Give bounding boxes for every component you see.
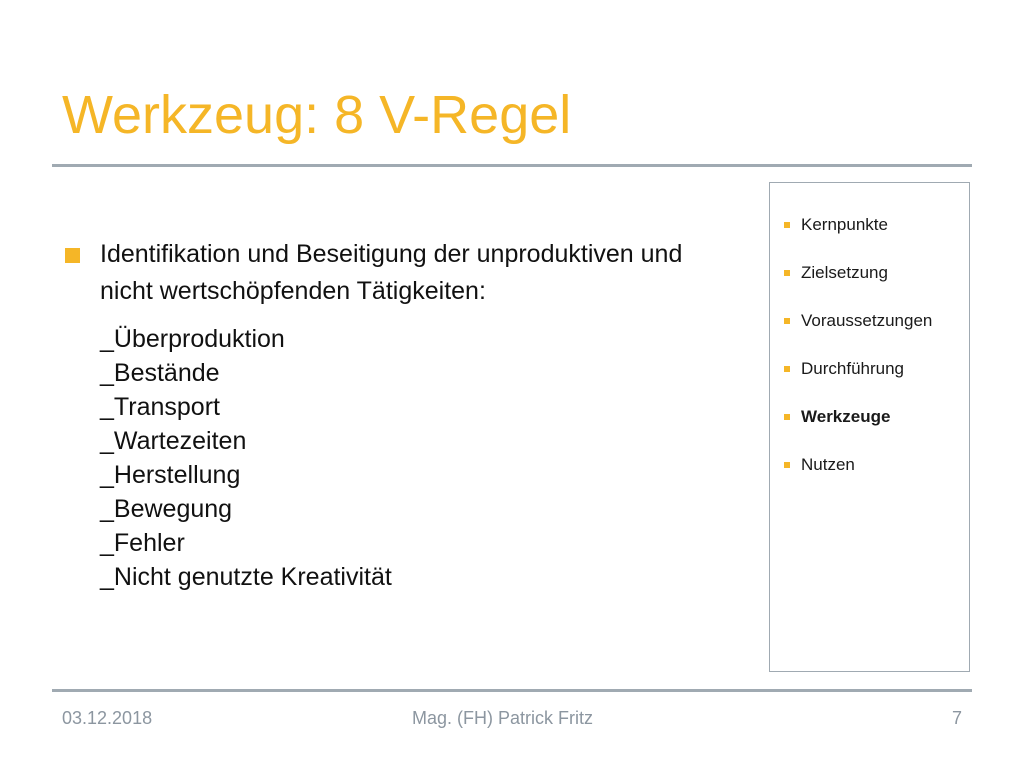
footer-author: Mag. (FH) Patrick Fritz — [412, 708, 594, 728]
list-item: _Wartezeiten — [100, 427, 247, 455]
footer-date: 03.12.2018 — [62, 708, 153, 728]
title-divider — [52, 164, 972, 167]
sidebar-item-voraussetzungen[interactable] — [784, 309, 932, 333]
list-item: _Herstellung — [100, 461, 241, 489]
sidebar-item-zielsetzung[interactable] — [784, 261, 932, 285]
square-bullet-icon — [784, 222, 790, 228]
list-item: _Nicht genutzte Kreativität — [100, 563, 392, 591]
sidebar-item-durchfuehrung[interactable] — [784, 357, 932, 381]
sidebar-item-nutzen[interactable] — [784, 453, 932, 477]
list-item: _Bestände — [100, 359, 220, 387]
waste-type-list — [100, 322, 742, 594]
list-item: _Bewegung — [100, 495, 233, 523]
sidebar-item-label: Kernpunkte — [801, 215, 888, 234]
square-bullet-icon — [65, 248, 80, 263]
sidebar-navigation — [769, 182, 970, 672]
list-item: _Überproduktion — [100, 325, 285, 353]
square-bullet-icon — [784, 318, 790, 324]
slide-content — [62, 236, 742, 594]
sidebar-item-label: Durchführung — [801, 359, 905, 378]
sidebar-item-werkzeuge[interactable] — [784, 405, 932, 429]
sidebar-item-label: Nutzen — [801, 455, 855, 474]
square-bullet-icon — [784, 414, 790, 420]
square-bullet-icon — [784, 270, 790, 276]
sidebar-item-label: Zielsetzung — [801, 263, 888, 282]
sidebar-item-label: Voraussetzungen — [801, 311, 933, 330]
main-bullet-text: Identifikation und Beseitigung der unproduktiven und nicht wertschöpfenden Tätigkeiten: — [100, 240, 683, 305]
page-number: 7 — [951, 708, 962, 728]
footer-divider — [52, 689, 972, 692]
slide-title: Werkzeug: 8 V-Regel — [62, 85, 572, 145]
square-bullet-icon — [784, 462, 790, 468]
sidebar-item-kernpunkte[interactable] — [784, 213, 932, 237]
list-item: _Transport — [100, 393, 220, 421]
sidebar-item-label: Werkzeuge — [801, 407, 891, 426]
main-bullet — [62, 236, 742, 310]
square-bullet-icon — [784, 366, 790, 372]
list-item: _Fehler — [100, 529, 185, 557]
